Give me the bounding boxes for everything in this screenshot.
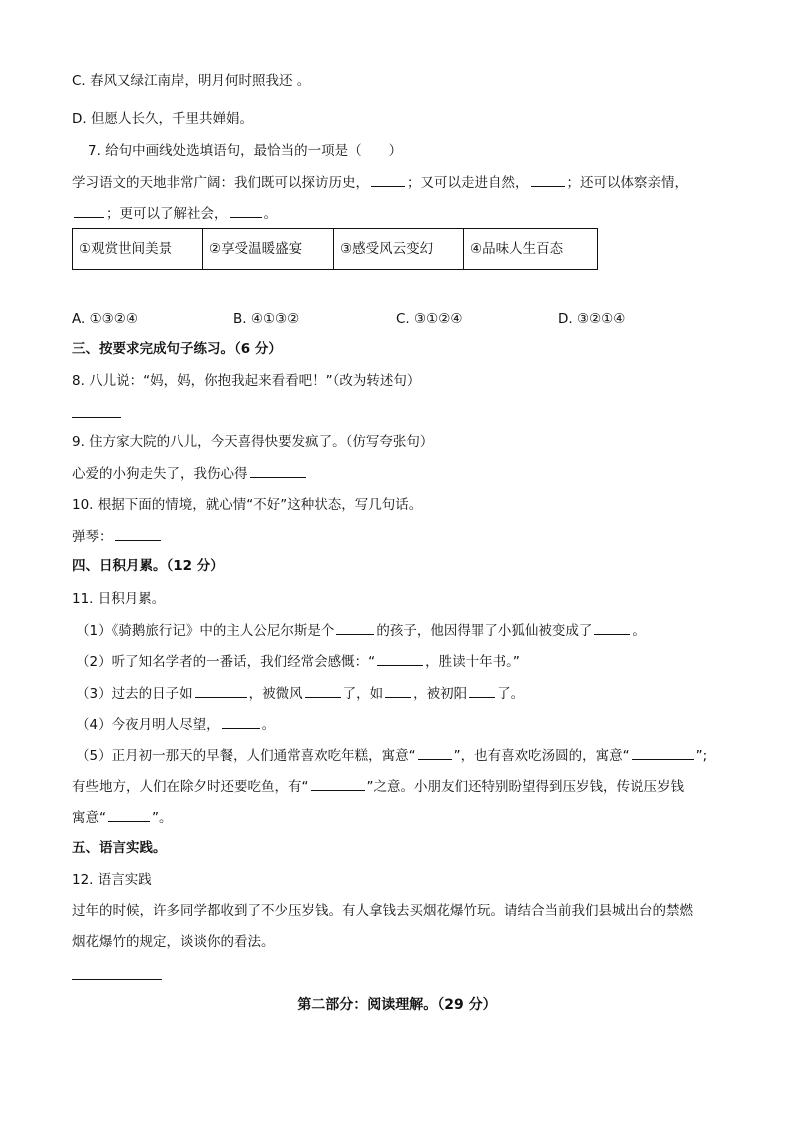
answer-blank[interactable]: [230, 204, 262, 218]
answer-line[interactable]: [72, 417, 121, 418]
table-cell: ②享受温暖盛宴: [203, 229, 334, 269]
answer-blank[interactable]: [195, 684, 247, 698]
question-7-text-line2: ；更可以了解社会， 。: [72, 204, 277, 223]
answer-blank[interactable]: [418, 746, 452, 760]
q7-option-d[interactable]: D. ③②①④: [558, 311, 626, 327]
question-10-answer: 弹琴：: [72, 527, 163, 546]
section-4-heading: 四、日积月累。（12 分）: [72, 558, 224, 574]
question-11-part-4: （4）今夜月明人尽望， 。: [76, 717, 276, 733]
answer-blank[interactable]: [74, 204, 104, 218]
question-11-part-5-line3: 寓意“ ”。: [72, 810, 173, 826]
answer-blank[interactable]: [305, 684, 341, 698]
answer-blank[interactable]: [531, 173, 565, 187]
question-11-part-5-line1: （5）正月初一那天的早餐，人们通常喜欢吃年糕，寓意“ ”，也有喜欢吃汤圆的，寓意“ ”;: [76, 748, 708, 764]
answer-line[interactable]: [72, 979, 162, 980]
question-7-text-line1: 学习语文的天地非常广阔：我们既可以探访历史， ；又可以走进自然， ；还可以体察亲情，: [72, 175, 688, 191]
question-11-part-1: （1）《骑鹅旅行记》中的主人公尼尔斯是个 的孩子，他因得罪了小狐仙被变成了 。: [76, 623, 646, 639]
question-9-answer: 心爱的小狗走失了，我伤心得: [72, 464, 308, 483]
answer-blank[interactable]: [250, 464, 306, 478]
answer-blank[interactable]: [371, 173, 405, 187]
table-cell: ①观赏世间美景: [73, 229, 203, 269]
table-cell: ③感受风云变幻: [334, 229, 464, 269]
question-12: 12. 语言实践: [72, 872, 152, 888]
answer-blank[interactable]: [469, 684, 495, 698]
q7-option-b[interactable]: B. ④①③②: [233, 311, 300, 327]
q7-option-c[interactable]: C. ③①②④: [396, 311, 463, 327]
q7-option-a[interactable]: A. ①③②④: [72, 311, 138, 327]
answer-blank[interactable]: [108, 808, 150, 822]
answer-blank[interactable]: [632, 746, 694, 760]
section-3-heading: 三、按要求完成句子练习。（6 分）: [72, 341, 282, 357]
answer-blank[interactable]: [222, 715, 260, 729]
question-7-stem: 7. 给句中画线处选填语句，最恰当的一项是（ ）: [88, 143, 403, 159]
answer-blank[interactable]: [311, 777, 365, 791]
answer-blank[interactable]: [115, 527, 161, 541]
answer-blank[interactable]: [377, 652, 423, 666]
question-11-part-3: （3）过去的日子如 ，被微风 了，如 ，被初阳 了。: [76, 686, 525, 702]
question-7-choice-table: [72, 228, 598, 270]
question-10: 10. 根据下面的情境，就心情“不好”这种状态，写几句话。: [72, 497, 423, 513]
part-2-heading: 第二部分：阅读理解。（29 分）: [297, 997, 497, 1013]
section-5-heading: 五、语言实践。: [72, 840, 167, 856]
question-8: 8. 八儿说：“妈，妈，你抱我起来看看吧！”（改为转述句）: [72, 373, 421, 389]
question-12-text-line2: 烟花爆竹的规定，谈谈你的看法。: [72, 934, 275, 950]
option-c-line: C. 春风又绿江南岸，明月何时照我还 。: [72, 73, 311, 89]
answer-blank[interactable]: [594, 621, 630, 635]
question-11-part-5-line2: 有些地方，人们在除夕时还要吃鱼，有“ ”之意。小朋友们还特别盼望得到压岁钱，传说压岁钱: [72, 779, 684, 795]
question-9: 9. 住方家大院的八儿，今天喜得快要发疯了。（仿写夸张句）: [72, 434, 434, 450]
question-11-part-2: （2）听了知名学者的一番话，我们经常会感慨：“ ，胜读十年书。”: [76, 654, 520, 670]
answer-blank[interactable]: [336, 621, 374, 635]
question-11: 11. 日积月累。: [72, 591, 166, 607]
option-d-line: D. 但愿人长久，千里共婵娟。: [72, 111, 253, 127]
answer-blank[interactable]: [385, 684, 411, 698]
question-12-text-line1: 过年的时候，许多同学都收到了不少压岁钱。有人拿钱去买烟花爆竹玩。请结合当前我们县城出台的禁燃: [72, 903, 693, 919]
table-cell: ④品味人生百态: [470, 241, 564, 257]
